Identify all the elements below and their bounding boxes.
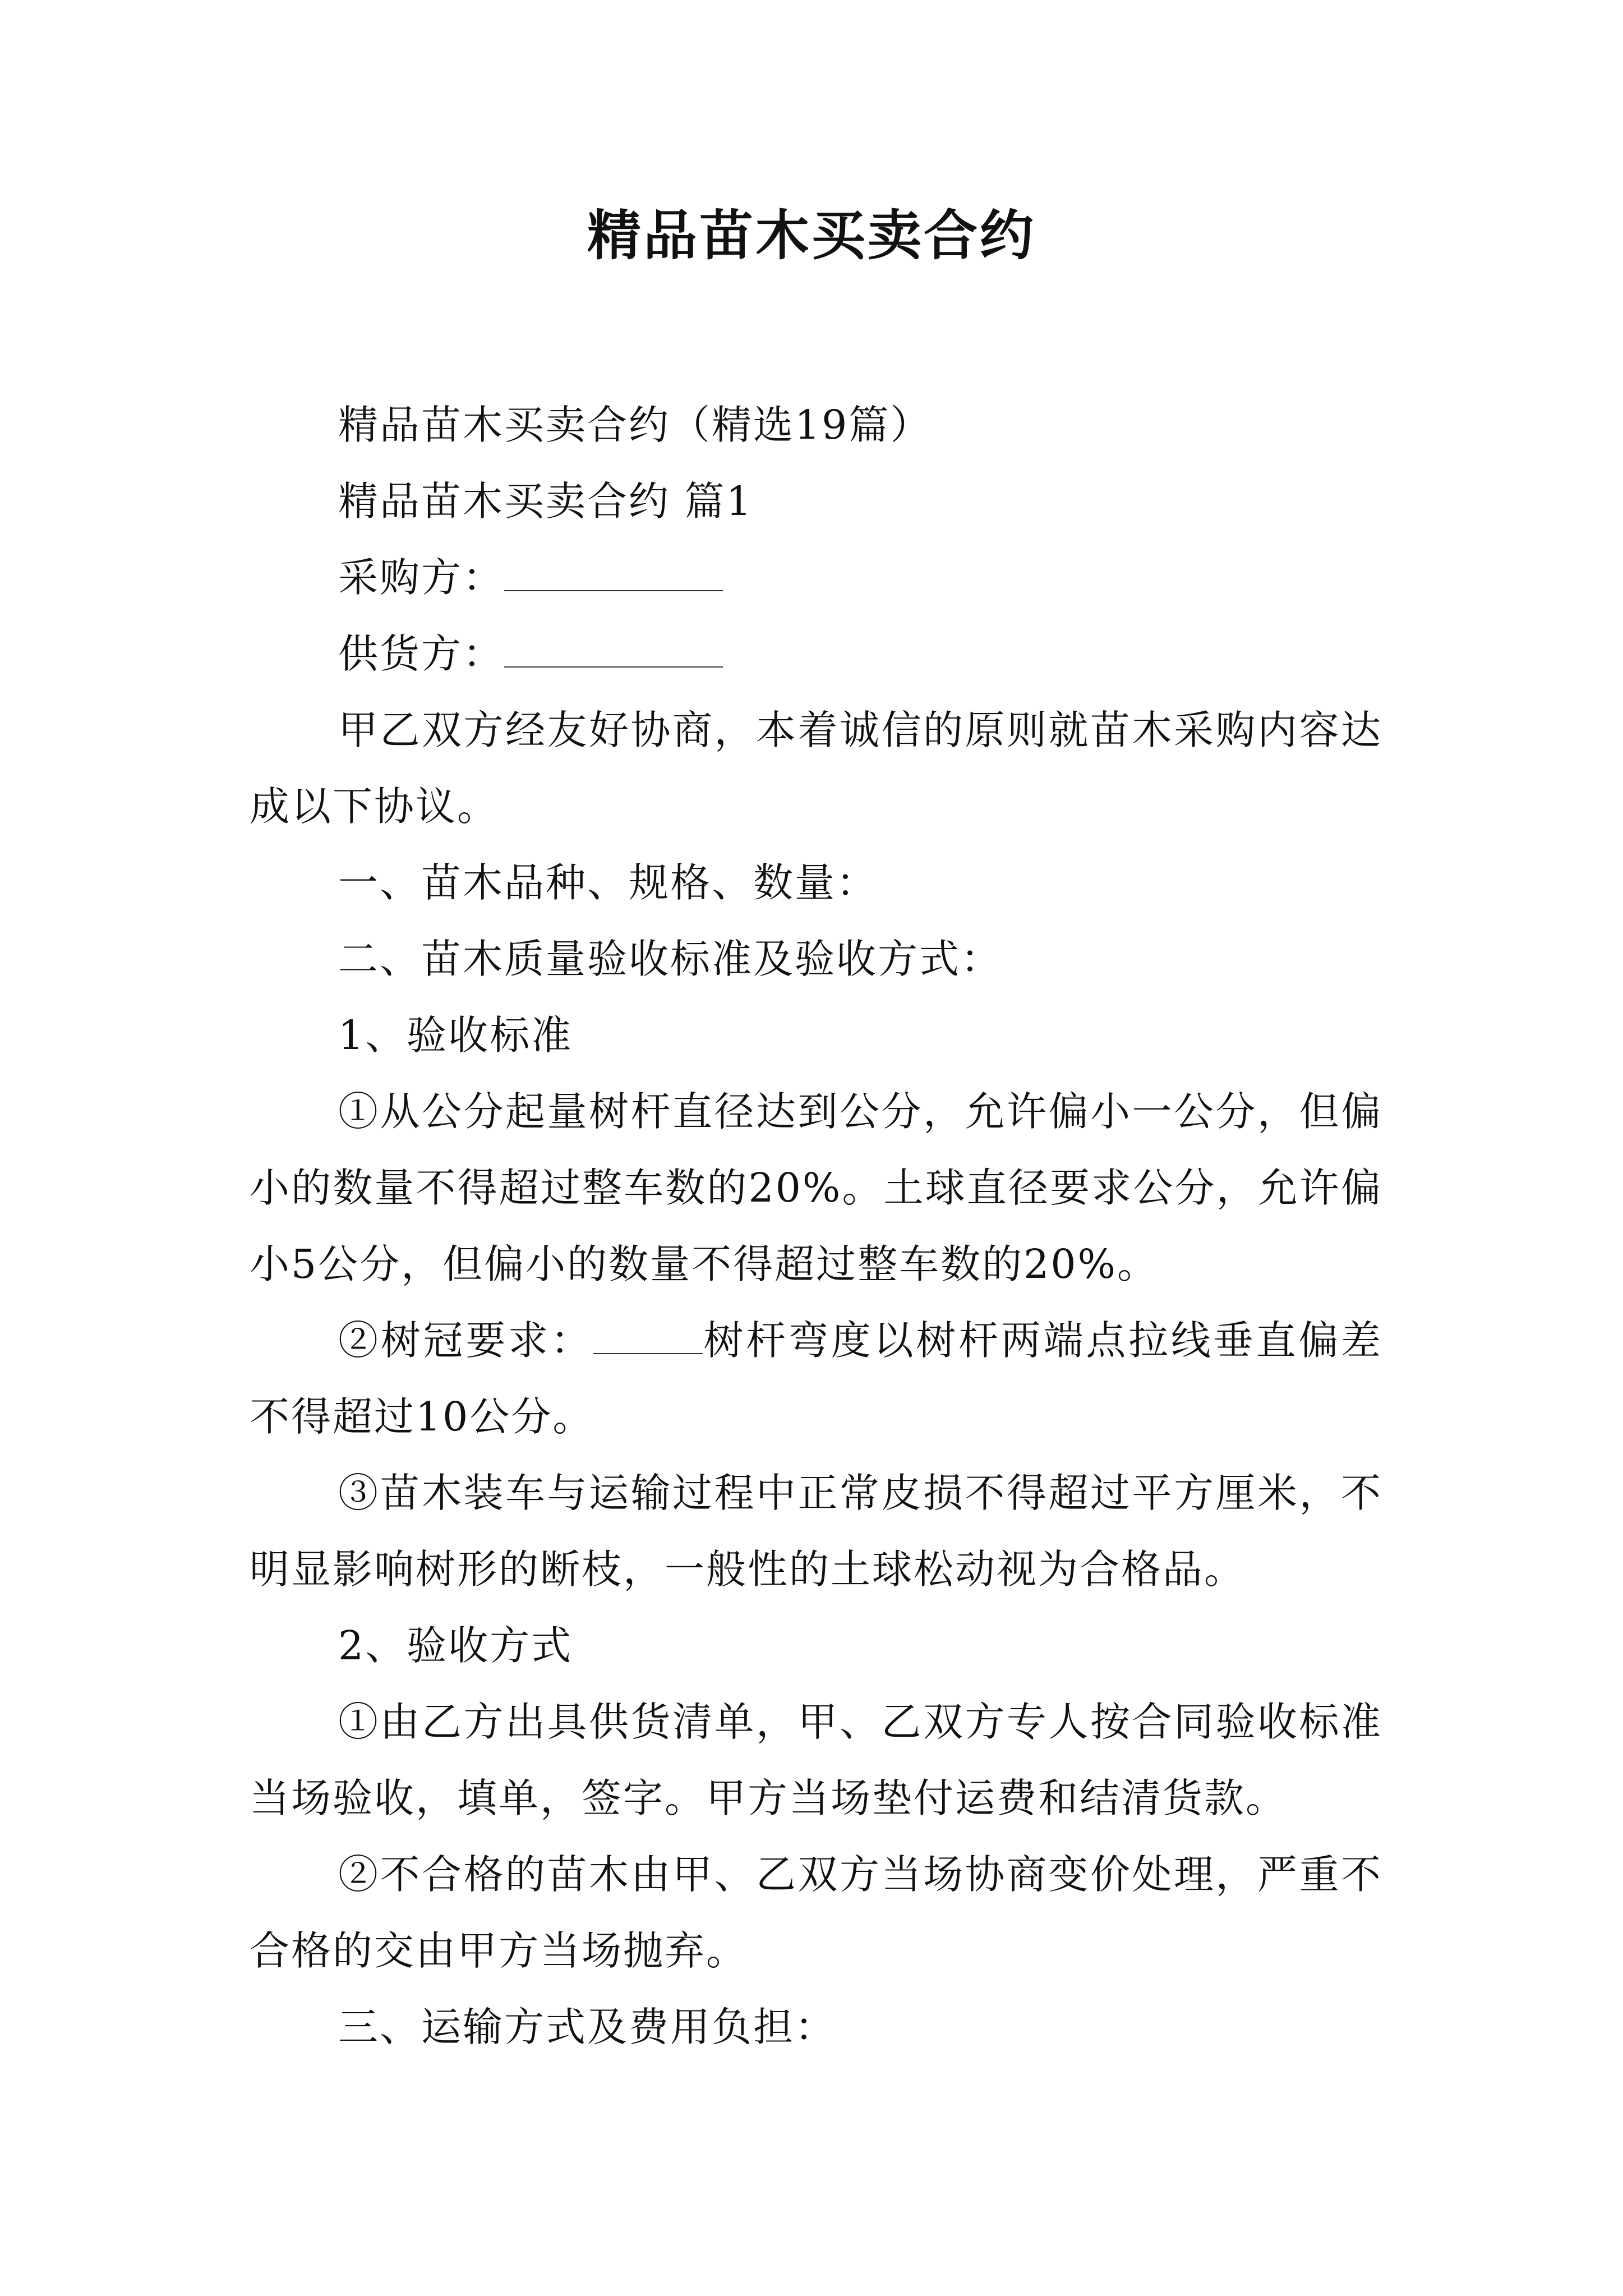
supplier-blank [504, 629, 723, 668]
standard-2-label: ②树冠要求： [338, 1317, 593, 1364]
method-2-paragraph: ②不合格的苗木由甲、乙双方当场协商变价处理，严重不合格的交由甲方当场抛弃。 [250, 1851, 1382, 1974]
standard-1-paragraph: ①从公分起量树杆直径达到公分，允许偏小一公分，但偏小的数量不得超过整车数的20%。土球直径要求公分，允许偏小5公分，但偏小的数量不得超过整车数的20%。 [250, 1088, 1382, 1287]
standard-3-paragraph: ③苗木装车与运输过程中正常皮损不得超过平方厘米，不明显影响树形的断枝，一般性的土球松动视为合格品。 [250, 1470, 1382, 1593]
buyer-label: 采购方： [338, 554, 505, 601]
document-title: 精品苗木买卖合约 [587, 204, 1036, 267]
item-3-heading: 三、运输方式及费用负担： [338, 2004, 837, 2050]
acceptance-standard-heading: 1、验收标准 [338, 1012, 573, 1059]
standard-2-text: 树杆弯度以树杆两端点拉线垂直偏差不得超过10公分。 [250, 1317, 1382, 1440]
subtitle: 精品苗木买卖合约（精选19篇） [338, 402, 932, 448]
supplier-label: 供货方： [338, 631, 505, 677]
section-heading: 精品苗木买卖合约 篇1 [338, 478, 753, 524]
supplier-line [250, 616, 1382, 692]
document-body [250, 387, 1382, 2065]
item-2-heading: 二、苗木质量验收标准及验收方式： [338, 936, 1003, 982]
acceptance-method-heading: 2、验收方式 [338, 1622, 573, 1669]
standard-2-paragraph [250, 1303, 1382, 1455]
intro-paragraph: 甲乙双方经友好协商，本着诚信的原则就苗木采购内容达成以下协议。 [250, 707, 1382, 830]
buyer-line [250, 540, 1382, 616]
method-1-paragraph: ①由乙方出具供货清单，甲、乙双方专人按合同验收标准当场验收，填单，签字。甲方当场垫付运费和结清货款。 [250, 1699, 1382, 1821]
item-1-heading: 一、苗木品种、规格、数量： [338, 859, 878, 906]
buyer-blank [504, 553, 723, 591]
crown-blank [593, 1315, 703, 1354]
